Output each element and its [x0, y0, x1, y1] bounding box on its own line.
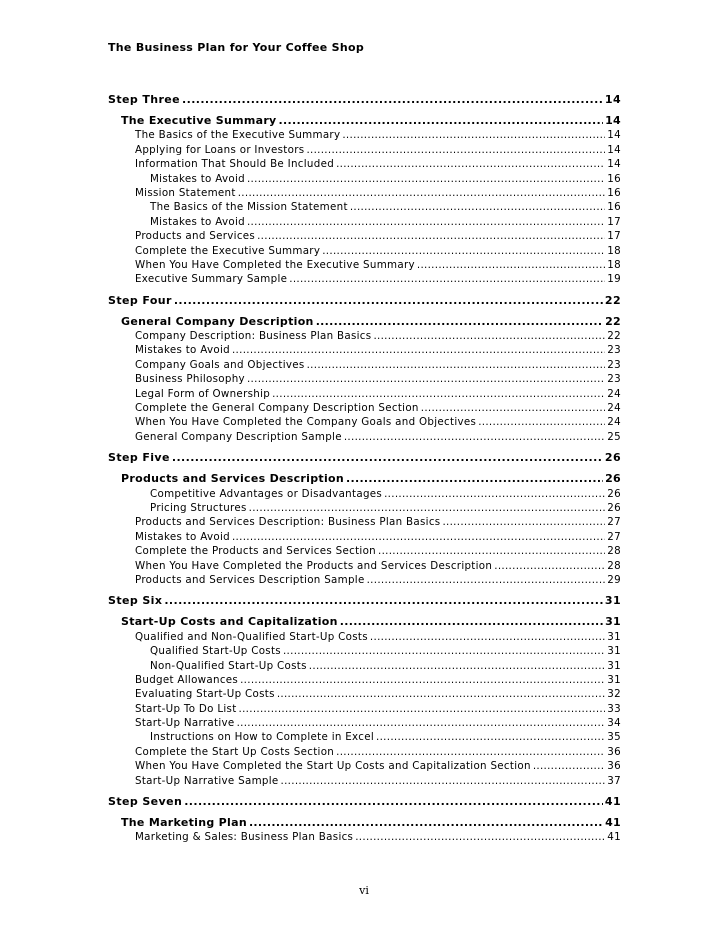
- toc-entry-label: Business Philosophy: [135, 373, 245, 386]
- toc-entry: [108, 372, 621, 386]
- toc-dot-leader: [370, 630, 605, 644]
- toc-entry: [108, 515, 621, 529]
- toc-entry-page: 31: [607, 673, 621, 686]
- toc-dot-leader: [417, 258, 605, 272]
- toc-dot-leader: [342, 128, 605, 142]
- toc-entry-page: 25: [607, 430, 621, 443]
- toc-dot-leader: [533, 759, 605, 773]
- toc-entry-label: Complete the Executive Summary: [135, 244, 321, 257]
- toc-dot-leader: [373, 329, 605, 343]
- toc-entry-label: Complete the General Company Description Section: [135, 402, 419, 415]
- toc-entry-page: 31: [607, 645, 621, 658]
- toc-entry-label: Non-Qualified Start-Up Costs: [150, 659, 307, 672]
- toc-dot-leader: [184, 794, 603, 810]
- toc-entry-label: General Company Description Sample: [135, 430, 342, 443]
- toc-dot-leader: [336, 745, 605, 759]
- toc-entry: [108, 157, 621, 171]
- toc-dot-leader: [355, 830, 605, 844]
- toc-entry: [108, 501, 621, 515]
- toc-dot-leader: [238, 186, 606, 200]
- toc-dot-leader: [478, 415, 605, 429]
- toc-dot-leader: [247, 215, 605, 229]
- toc-entry-page: 18: [607, 258, 621, 271]
- toc-entry-label: Mistakes to Avoid: [150, 172, 245, 185]
- toc-dot-leader: [232, 343, 605, 357]
- toc-entry: [108, 816, 621, 830]
- toc-entry-label: Budget Allowances: [135, 673, 239, 686]
- toc-dot-leader: [350, 200, 605, 214]
- toc-entry: [108, 759, 621, 773]
- toc-entry-label: Instructions on How to Complete in Excel: [150, 731, 375, 744]
- toc-dot-leader: [346, 472, 603, 486]
- toc-entry-page: 34: [607, 717, 621, 730]
- toc-entry-label: Company Description: Business Plan Basics: [135, 330, 372, 343]
- toc-entry-label: The Basics of the Mission Statement: [150, 201, 348, 214]
- toc-dot-leader: [421, 401, 606, 415]
- toc-entry: [108, 593, 621, 615]
- toc-dot-leader: [257, 229, 605, 243]
- toc-entry-label: Complete the Products and Services Section: [135, 545, 376, 558]
- toc-dot-leader: [281, 774, 606, 788]
- toc-dot-leader: [316, 315, 603, 329]
- toc-dot-leader: [240, 673, 605, 687]
- toc-entry: [108, 329, 621, 343]
- toc-entry-page: 31: [607, 659, 621, 672]
- toc-dot-leader: [277, 687, 605, 701]
- toc-entry-page: 31: [607, 630, 621, 643]
- toc-dot-leader: [336, 157, 605, 171]
- toc-entry-page: 22: [604, 293, 621, 307]
- toc-entry: [108, 186, 621, 200]
- toc-dot-leader: [237, 716, 606, 730]
- toc-entry-page: 36: [607, 760, 621, 773]
- toc-entry: [108, 272, 621, 286]
- toc-entry-page: 24: [607, 387, 621, 400]
- toc-entry-label: Qualified and Non-Qualified Start-Up Costs: [135, 630, 368, 643]
- toc-entry: [108, 745, 621, 759]
- toc-entry: [108, 673, 621, 687]
- toc-entry-page: 14: [607, 129, 621, 142]
- toc-dot-leader: [279, 114, 604, 128]
- toc-entry: [108, 687, 621, 701]
- toc-entry-page: 23: [607, 373, 621, 386]
- toc-entry: [108, 293, 621, 315]
- toc-entry-label: Step Four: [108, 293, 172, 307]
- toc-dot-leader: [272, 387, 605, 401]
- toc-entry-label: Complete the Start Up Costs Section: [135, 745, 335, 758]
- toc-entry-page: 22: [605, 314, 621, 328]
- toc-entry-page: 31: [604, 594, 621, 608]
- toc-entry-label: When You Have Completed the Products and Services Description: [135, 559, 493, 572]
- toc-entry: [108, 730, 621, 744]
- toc-entry-page: 36: [607, 745, 621, 758]
- toc-entry-page: 28: [607, 559, 621, 572]
- toc-entry-page: 28: [607, 545, 621, 558]
- toc-entry-page: 26: [604, 451, 621, 465]
- toc-entry: [108, 172, 621, 186]
- toc-dot-leader: [378, 544, 605, 558]
- toc-entry-page: 23: [607, 358, 621, 371]
- table-of-contents: [108, 86, 621, 845]
- toc-entry-label: Products and Services: [135, 230, 256, 243]
- toc-entry-label: Products and Services Description Sample: [135, 573, 365, 586]
- toc-dot-leader: [249, 816, 603, 830]
- toc-entry-page: 33: [607, 702, 621, 715]
- toc-entry-label: Company Goals and Objectives: [135, 358, 305, 371]
- toc-entry-label: Step Three: [108, 93, 181, 106]
- toc-dot-leader: [247, 372, 605, 386]
- toc-dot-leader: [307, 358, 606, 372]
- toc-dot-leader: [442, 515, 605, 529]
- toc-entry: [108, 487, 621, 501]
- toc-entry-label: When You Have Completed the Start Up Costs and Capitalization Section: [135, 760, 531, 773]
- toc-entry-label: The Executive Summary: [121, 114, 277, 127]
- toc-entry: [108, 794, 621, 816]
- toc-entry-label: Start-Up Narrative: [135, 717, 235, 730]
- toc-entry-label: Step Six: [108, 594, 163, 608]
- toc-entry-label: Mistakes to Avoid: [135, 344, 230, 357]
- toc-entry-label: Evaluating Start-Up Costs: [135, 688, 275, 701]
- toc-entry-page: 14: [604, 93, 621, 106]
- toc-entry: [108, 659, 621, 673]
- toc-entry-page: 23: [607, 344, 621, 357]
- toc-dot-leader: [239, 702, 606, 716]
- toc-entry-page: 27: [607, 530, 621, 543]
- toc-entry-label: Qualified Start-Up Costs: [150, 645, 281, 658]
- toc-entry: [108, 143, 621, 157]
- toc-entry-page: 14: [607, 143, 621, 156]
- toc-entry-page: 41: [604, 795, 621, 809]
- toc-entry-page: 17: [607, 215, 621, 228]
- toc-entry: [108, 215, 621, 229]
- toc-dot-leader: [249, 501, 606, 515]
- toc-dot-leader: [182, 92, 603, 108]
- toc-entry: [108, 702, 621, 716]
- toc-entry-page: 14: [607, 158, 621, 171]
- page-number-footer: vi: [359, 884, 369, 897]
- toc-dot-leader: [283, 644, 605, 658]
- toc-entry-page: 32: [607, 688, 621, 701]
- toc-dot-leader: [384, 487, 605, 501]
- toc-entry-page: 24: [607, 416, 621, 429]
- toc-entry-page: 37: [607, 774, 621, 787]
- toc-dot-leader: [232, 530, 605, 544]
- toc-entry-label: Step Seven: [108, 795, 183, 809]
- toc-entry: [108, 573, 621, 587]
- toc-entry-page: 26: [605, 472, 621, 486]
- toc-entry-label: Start-Up Costs and Capitalization: [121, 615, 338, 629]
- toc-entry-label: Mission Statement: [135, 186, 236, 199]
- toc-dot-leader: [174, 293, 603, 309]
- toc-entry-label: Competitive Advantages or Disadvantages: [150, 487, 383, 500]
- toc-entry: [108, 774, 621, 788]
- toc-entry: [108, 315, 621, 329]
- toc-entry-label: Information That Should Be Included: [135, 158, 335, 171]
- toc-entry-page: 26: [607, 501, 621, 514]
- toc-entry-label: The Basics of the Executive Summary: [135, 129, 341, 142]
- toc-entry: [108, 200, 621, 214]
- toc-entry: [108, 716, 621, 730]
- toc-entry: [108, 450, 621, 472]
- toc-dot-leader: [376, 730, 605, 744]
- toc-entry-page: 22: [607, 330, 621, 343]
- toc-entry: [108, 415, 621, 429]
- toc-entry: [108, 430, 621, 444]
- toc-entry: [108, 258, 621, 272]
- toc-entry-page: 14: [605, 114, 621, 127]
- toc-dot-leader: [289, 272, 605, 286]
- toc-entry: [108, 559, 621, 573]
- toc-entry-page: 16: [607, 201, 621, 214]
- toc-entry-page: 17: [607, 230, 621, 243]
- toc-entry-page: 27: [607, 516, 621, 529]
- toc-entry-page: 16: [607, 186, 621, 199]
- toc-entry: [108, 343, 621, 357]
- toc-entry: [108, 630, 621, 644]
- toc-entry-label: Start-Up Narrative Sample: [135, 774, 279, 787]
- toc-entry-label: Products and Services Description: Business Plan Basics: [135, 516, 441, 529]
- toc-entry-label: Mistakes to Avoid: [135, 530, 230, 543]
- toc-entry: [108, 92, 621, 114]
- toc-entry-label: Mistakes to Avoid: [150, 215, 245, 228]
- toc-entry-label: Pricing Structures: [150, 501, 247, 514]
- toc-entry-page: 41: [607, 831, 621, 844]
- toc-entry: [108, 472, 621, 486]
- toc-entry-page: 26: [607, 487, 621, 500]
- toc-entry: [108, 128, 621, 142]
- toc-entry: [108, 358, 621, 372]
- toc-entry-page: 18: [607, 244, 621, 257]
- toc-entry: [108, 244, 621, 258]
- toc-entry: [108, 229, 621, 243]
- toc-entry-label: Step Five: [108, 451, 170, 465]
- toc-entry: [108, 544, 621, 558]
- toc-entry: [108, 615, 621, 629]
- toc-dot-leader: [247, 172, 605, 186]
- toc-dot-leader: [322, 244, 605, 258]
- toc-dot-leader: [172, 450, 603, 466]
- toc-entry-label: Legal Form of Ownership: [135, 387, 271, 400]
- toc-entry-label: When You Have Completed the Company Goals and Objectives: [135, 416, 477, 429]
- toc-entry: [108, 644, 621, 658]
- toc-entry-page: 24: [607, 402, 621, 415]
- toc-entry: [108, 387, 621, 401]
- toc-entry-label: General Company Description: [121, 314, 314, 328]
- toc-entry-page: 35: [607, 731, 621, 744]
- toc-entry-label: The Marketing Plan: [121, 816, 247, 830]
- toc-entry-page: 29: [607, 573, 621, 586]
- toc-dot-leader: [494, 559, 605, 573]
- toc-entry-page: 16: [607, 172, 621, 185]
- toc-entry: [108, 830, 621, 844]
- toc-dot-leader: [306, 143, 605, 157]
- toc-entry-page: 19: [607, 273, 621, 286]
- toc-entry: [108, 530, 621, 544]
- toc-entry-page: 41: [605, 816, 621, 830]
- toc-dot-leader: [309, 659, 606, 673]
- toc-dot-leader: [340, 615, 603, 629]
- toc-entry-label: Executive Summary Sample: [135, 273, 288, 286]
- toc-entry-label: Marketing & Sales: Business Plan Basics: [135, 831, 354, 844]
- toc-entry: [108, 114, 621, 128]
- toc-entry-label: Applying for Loans or Investors: [135, 143, 305, 156]
- toc-dot-leader: [367, 573, 606, 587]
- toc-entry: [108, 401, 621, 415]
- toc-entry-page: 31: [605, 615, 621, 629]
- toc-dot-leader: [164, 593, 603, 609]
- document-header: The Business Plan for Your Coffee Shop: [108, 41, 365, 54]
- toc-entry-label: When You Have Completed the Executive Summary: [135, 258, 415, 271]
- toc-entry-label: Start-Up To Do List: [135, 702, 237, 715]
- toc-dot-leader: [344, 430, 605, 444]
- toc-entry-label: Products and Services Description: [121, 472, 345, 486]
